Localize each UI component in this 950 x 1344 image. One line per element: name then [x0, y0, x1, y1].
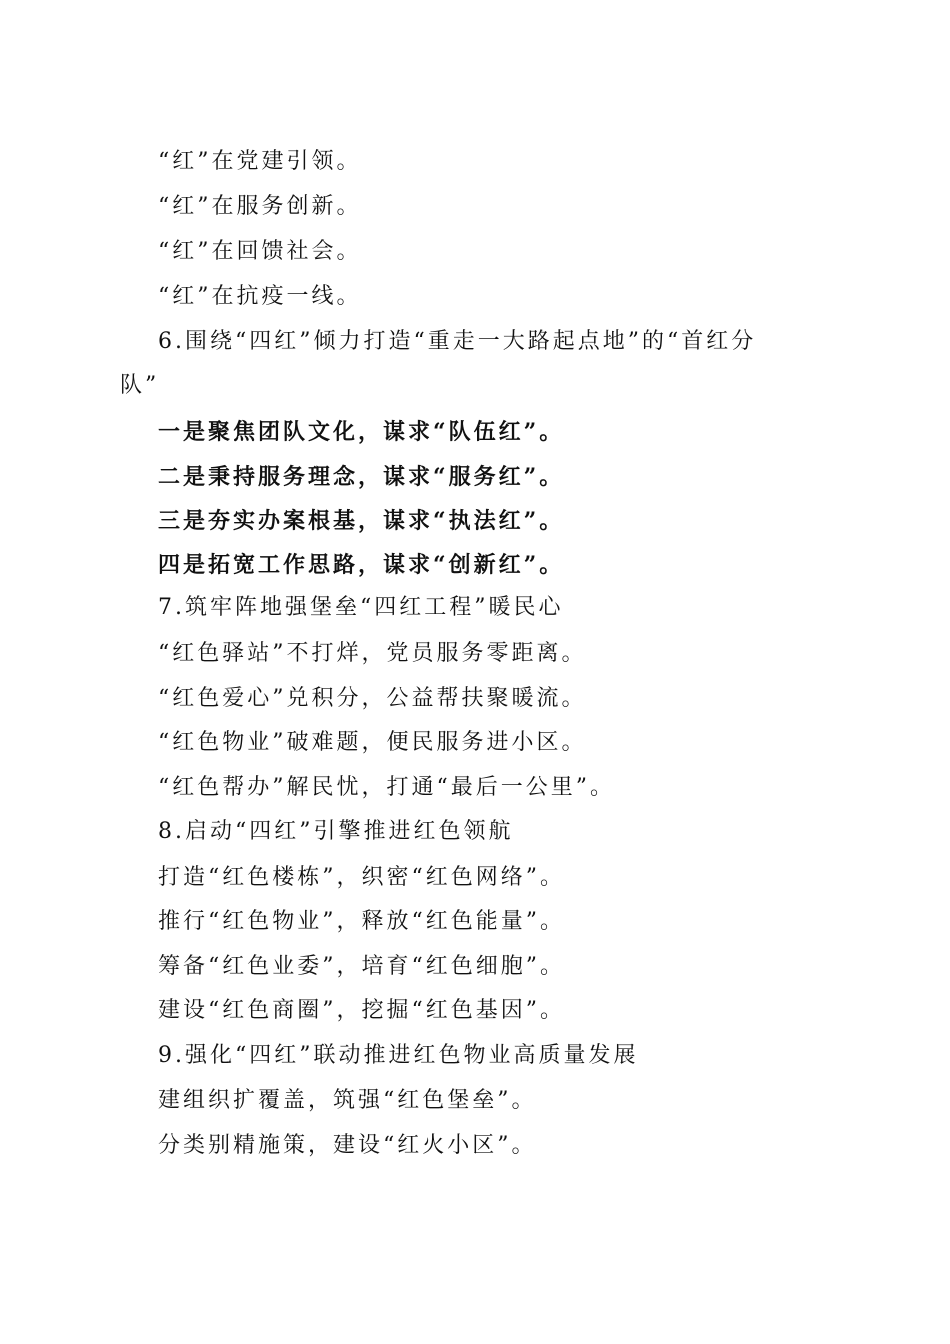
text-line: 打造“红色楼栋”，织密“红色网络”。 [158, 865, 565, 890]
text-line: 三是夯实办案根基，谋求“执法红”。 [158, 508, 565, 534]
section-heading: 6.围绕“四红”倾力打造“重走一大路起点地”的“首红分 [158, 329, 757, 354]
section-heading-continued: 队” [120, 373, 160, 398]
text-line: “红色物业”破难题，便民服务进小区。 [158, 730, 587, 755]
text-line: 四是拓宽工作思路，谋求“创新红”。 [158, 552, 565, 578]
text-line: “红”在服务创新。 [158, 194, 362, 219]
text-line: 一是聚焦团队文化，谋求“队伍红”。 [158, 419, 565, 445]
section-heading: 8.启动“四红”引擎推进红色领航 [158, 819, 514, 844]
text-line: “红”在党建引领。 [158, 149, 362, 174]
text-line: 筹备“红色业委”，培育“红色细胞”。 [158, 954, 565, 979]
text-line: 推行“红色物业”，释放“红色能量”。 [158, 909, 565, 934]
text-line: “红”在抗疫一线。 [158, 284, 362, 309]
section-heading: 7.筑牢阵地强堡垒“四红工程”暖民心 [158, 595, 564, 620]
text-line: “红色爱心”兑积分，公益帮扶聚暖流。 [158, 686, 587, 711]
text-line: “红”在回馈社会。 [158, 239, 362, 264]
text-line: 建设“红色商圈”，挖掘“红色基因”。 [158, 998, 565, 1023]
text-line: 建组织扩覆盖，筑强“红色堡垒”。 [158, 1088, 537, 1113]
text-line: “红色驿站”不打烊，党员服务零距离。 [158, 641, 587, 666]
text-line: “红色帮办”解民忧，打通“最后一公里”。 [158, 775, 615, 800]
text-line: 分类别精施策，建设“红火小区”。 [158, 1133, 537, 1158]
section-heading: 9.强化“四红”联动推进红色物业高质量发展 [158, 1043, 639, 1068]
text-line: 二是秉持服务理念，谋求“服务红”。 [158, 464, 565, 490]
